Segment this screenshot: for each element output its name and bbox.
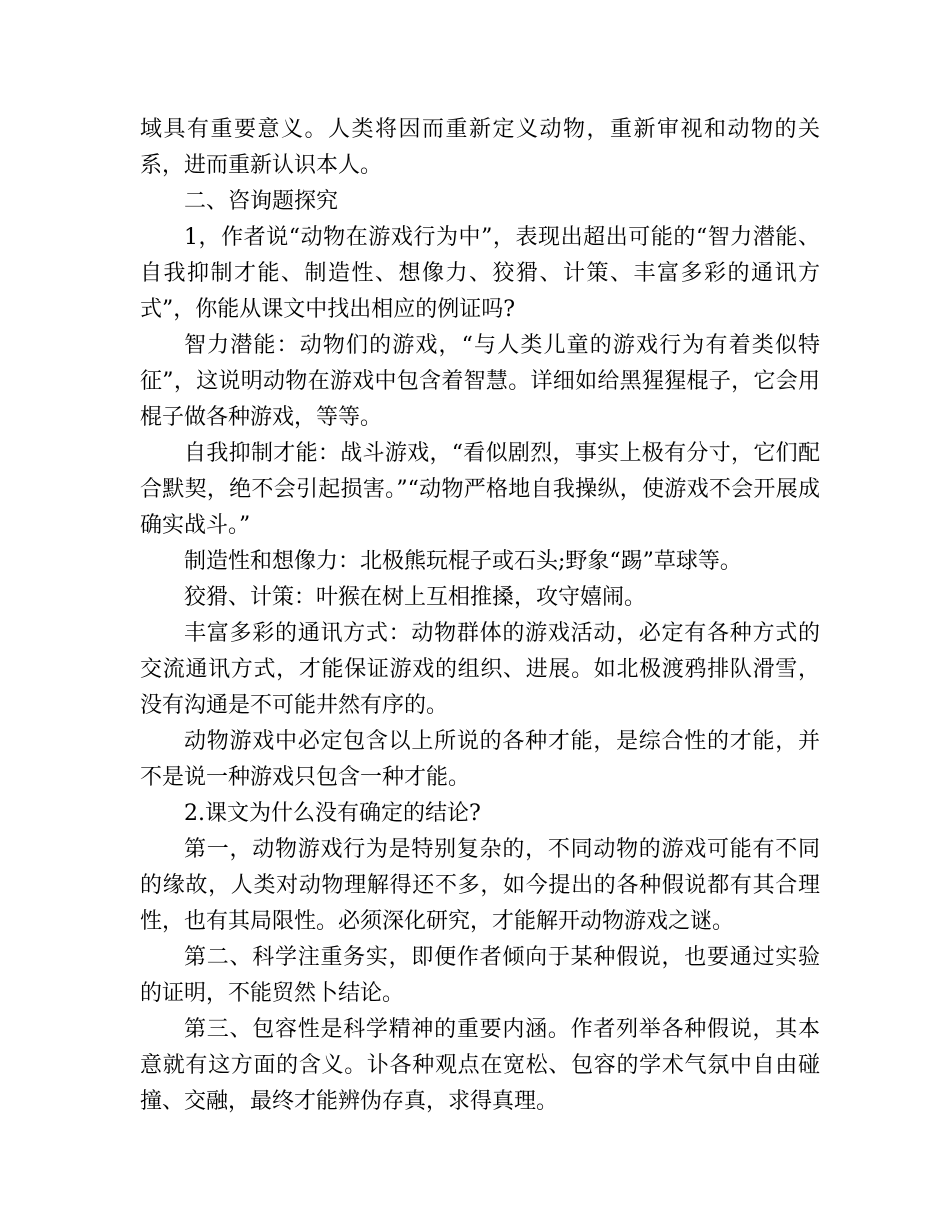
answer-communication: 丰富多彩的通讯方式：动物群体的游戏活动，必定有各种方式的交流通讯方式，才能保证游戏的组织、进展。如北极渡鸦排队滑雪，没有沟通是不可能井然有序的。 — [140, 621, 820, 718]
reason-1: 第一，动物游戏行为是特别复杂的，不同动物的游戏可能有不同的缘故，人类对动物理解得还不多，如今提出的各种假说都有其合理性，也有其局限性。必须深化研究，才能解开动物游戏之谜。 — [140, 837, 820, 934]
answer-intelligence: 智力潜能：动物们的游戏，“与人类儿童的游戏行为有着类似特征”，这说明动物在游戏中包含着智慧。详细如给黑猩猩棍子，它会用棍子做各种游戏，等等。 — [140, 333, 820, 430]
document-page — [140, 112, 820, 1120]
answer-cunning: 狡猾、计策：叶猴在树上互相推搡，攻守嬉闹。 — [184, 585, 647, 610]
reason-3: 第三、包容性是科学精神的重要内涵。作者列举各种假说，其本意就有这方面的含义。讣各种观点在宽松、包容的学术气氛中自由碰撞、交融，最终才能辨伪存真，求得真理。 — [140, 1017, 820, 1114]
question-1: 1，作者说“动物在游戏行为中”，表现出超出可能的“智力潜能、自我抑制才能、制造性、想像力、狡猾、计策、丰富多彩的通讯方式”，你能从课文中找出相应的例证吗? — [140, 225, 820, 322]
reason-2: 第二、科学注重务实，即便作者倾向于某种假说，也要通过实验的证明，不能贸然卜结论。 — [140, 945, 820, 1006]
answer-creativity: 制造性和想像力：北极熊玩棍子或石头;野象“踢”草球等。 — [184, 549, 742, 574]
paragraph-intro-continued: 域具有重要意义。人类将因而重新定义动物，重新审视和动物的关系，进而重新认识本人。 — [140, 117, 820, 178]
question-2: 2.课文为什么没有确定的结论? — [184, 801, 481, 826]
answer-summary: 动物游戏中必定包含以上所说的各种才能，是综合性的才能，并不是说一种游戏只包含一种才能。 — [140, 729, 820, 790]
answer-self-control: 自我抑制才能：战斗游戏，“看似剧烈，事实上极有分寸，它们配合默契，绝不会引起损害。”“动物严格地自我操纵，使游戏不会开展成确实战斗。” — [140, 441, 820, 538]
section-heading: 二、咨询题探究 — [184, 189, 339, 214]
